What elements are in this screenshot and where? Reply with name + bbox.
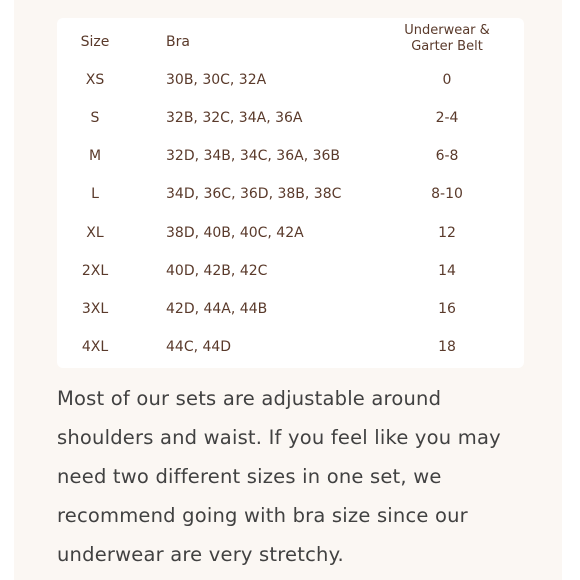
header-underwear — [387, 23, 507, 55]
row-bra-cell: 42D, 44A, 44B — [166, 301, 268, 317]
header-underwear-line2: Garter Belt — [411, 39, 483, 54]
row-size-cell: S — [90, 110, 100, 126]
row-size-cell: 4XL — [81, 339, 109, 355]
row-size-cell: XS — [85, 72, 105, 88]
row-bra-cell: 34D, 36C, 36D, 38B, 38C — [166, 186, 342, 202]
right-edge — [562, 0, 580, 580]
sizing-note-line: Most of our sets are adjustable around — [57, 387, 442, 410]
header-size: Size — [80, 34, 110, 50]
sizing-note-line: recommend going with bra size since our — [57, 504, 468, 527]
row-underwear-cell: 12 — [438, 225, 456, 241]
row-size-cell: L — [91, 186, 99, 202]
row-underwear-cell: 2-4 — [435, 110, 459, 126]
row-underwear-cell: 18 — [438, 339, 456, 355]
row-underwear-cell: 16 — [438, 301, 456, 317]
sizing-note-line: shoulders and waist. If you feel like you may — [57, 426, 501, 449]
sizing-note-line: need two different sizes in one set, we — [57, 465, 442, 488]
row-underwear-cell: 14 — [438, 263, 456, 279]
row-bra-cell: 32D, 34B, 34C, 36A, 36B — [166, 148, 341, 164]
row-bra-cell: 38D, 40B, 40C, 42A — [166, 225, 304, 241]
row-bra-cell: 30B, 30C, 32A — [166, 72, 267, 88]
row-bra-cell: 32B, 32C, 34A, 36A — [166, 110, 303, 126]
row-underwear-cell: 0 — [442, 72, 452, 88]
row-size-cell: 3XL — [81, 301, 109, 317]
row-underwear-cell: 8-10 — [431, 186, 463, 202]
left-edge — [0, 0, 14, 580]
row-size-cell: XL — [86, 225, 104, 241]
header-bra: Bra — [166, 34, 190, 50]
header-underwear-line1: Underwear & — [404, 23, 490, 38]
row-size-cell: M — [88, 148, 102, 164]
size-chart-table — [57, 18, 524, 368]
sizing-note-line: underwear are very stretchy. — [57, 543, 344, 566]
row-bra-cell: 44C, 44D — [166, 339, 232, 355]
row-size-cell: 2XL — [81, 263, 109, 279]
row-bra-cell: 40D, 42B, 42C — [166, 263, 268, 279]
row-underwear-cell: 6-8 — [435, 148, 459, 164]
sizing-note — [57, 379, 527, 574]
